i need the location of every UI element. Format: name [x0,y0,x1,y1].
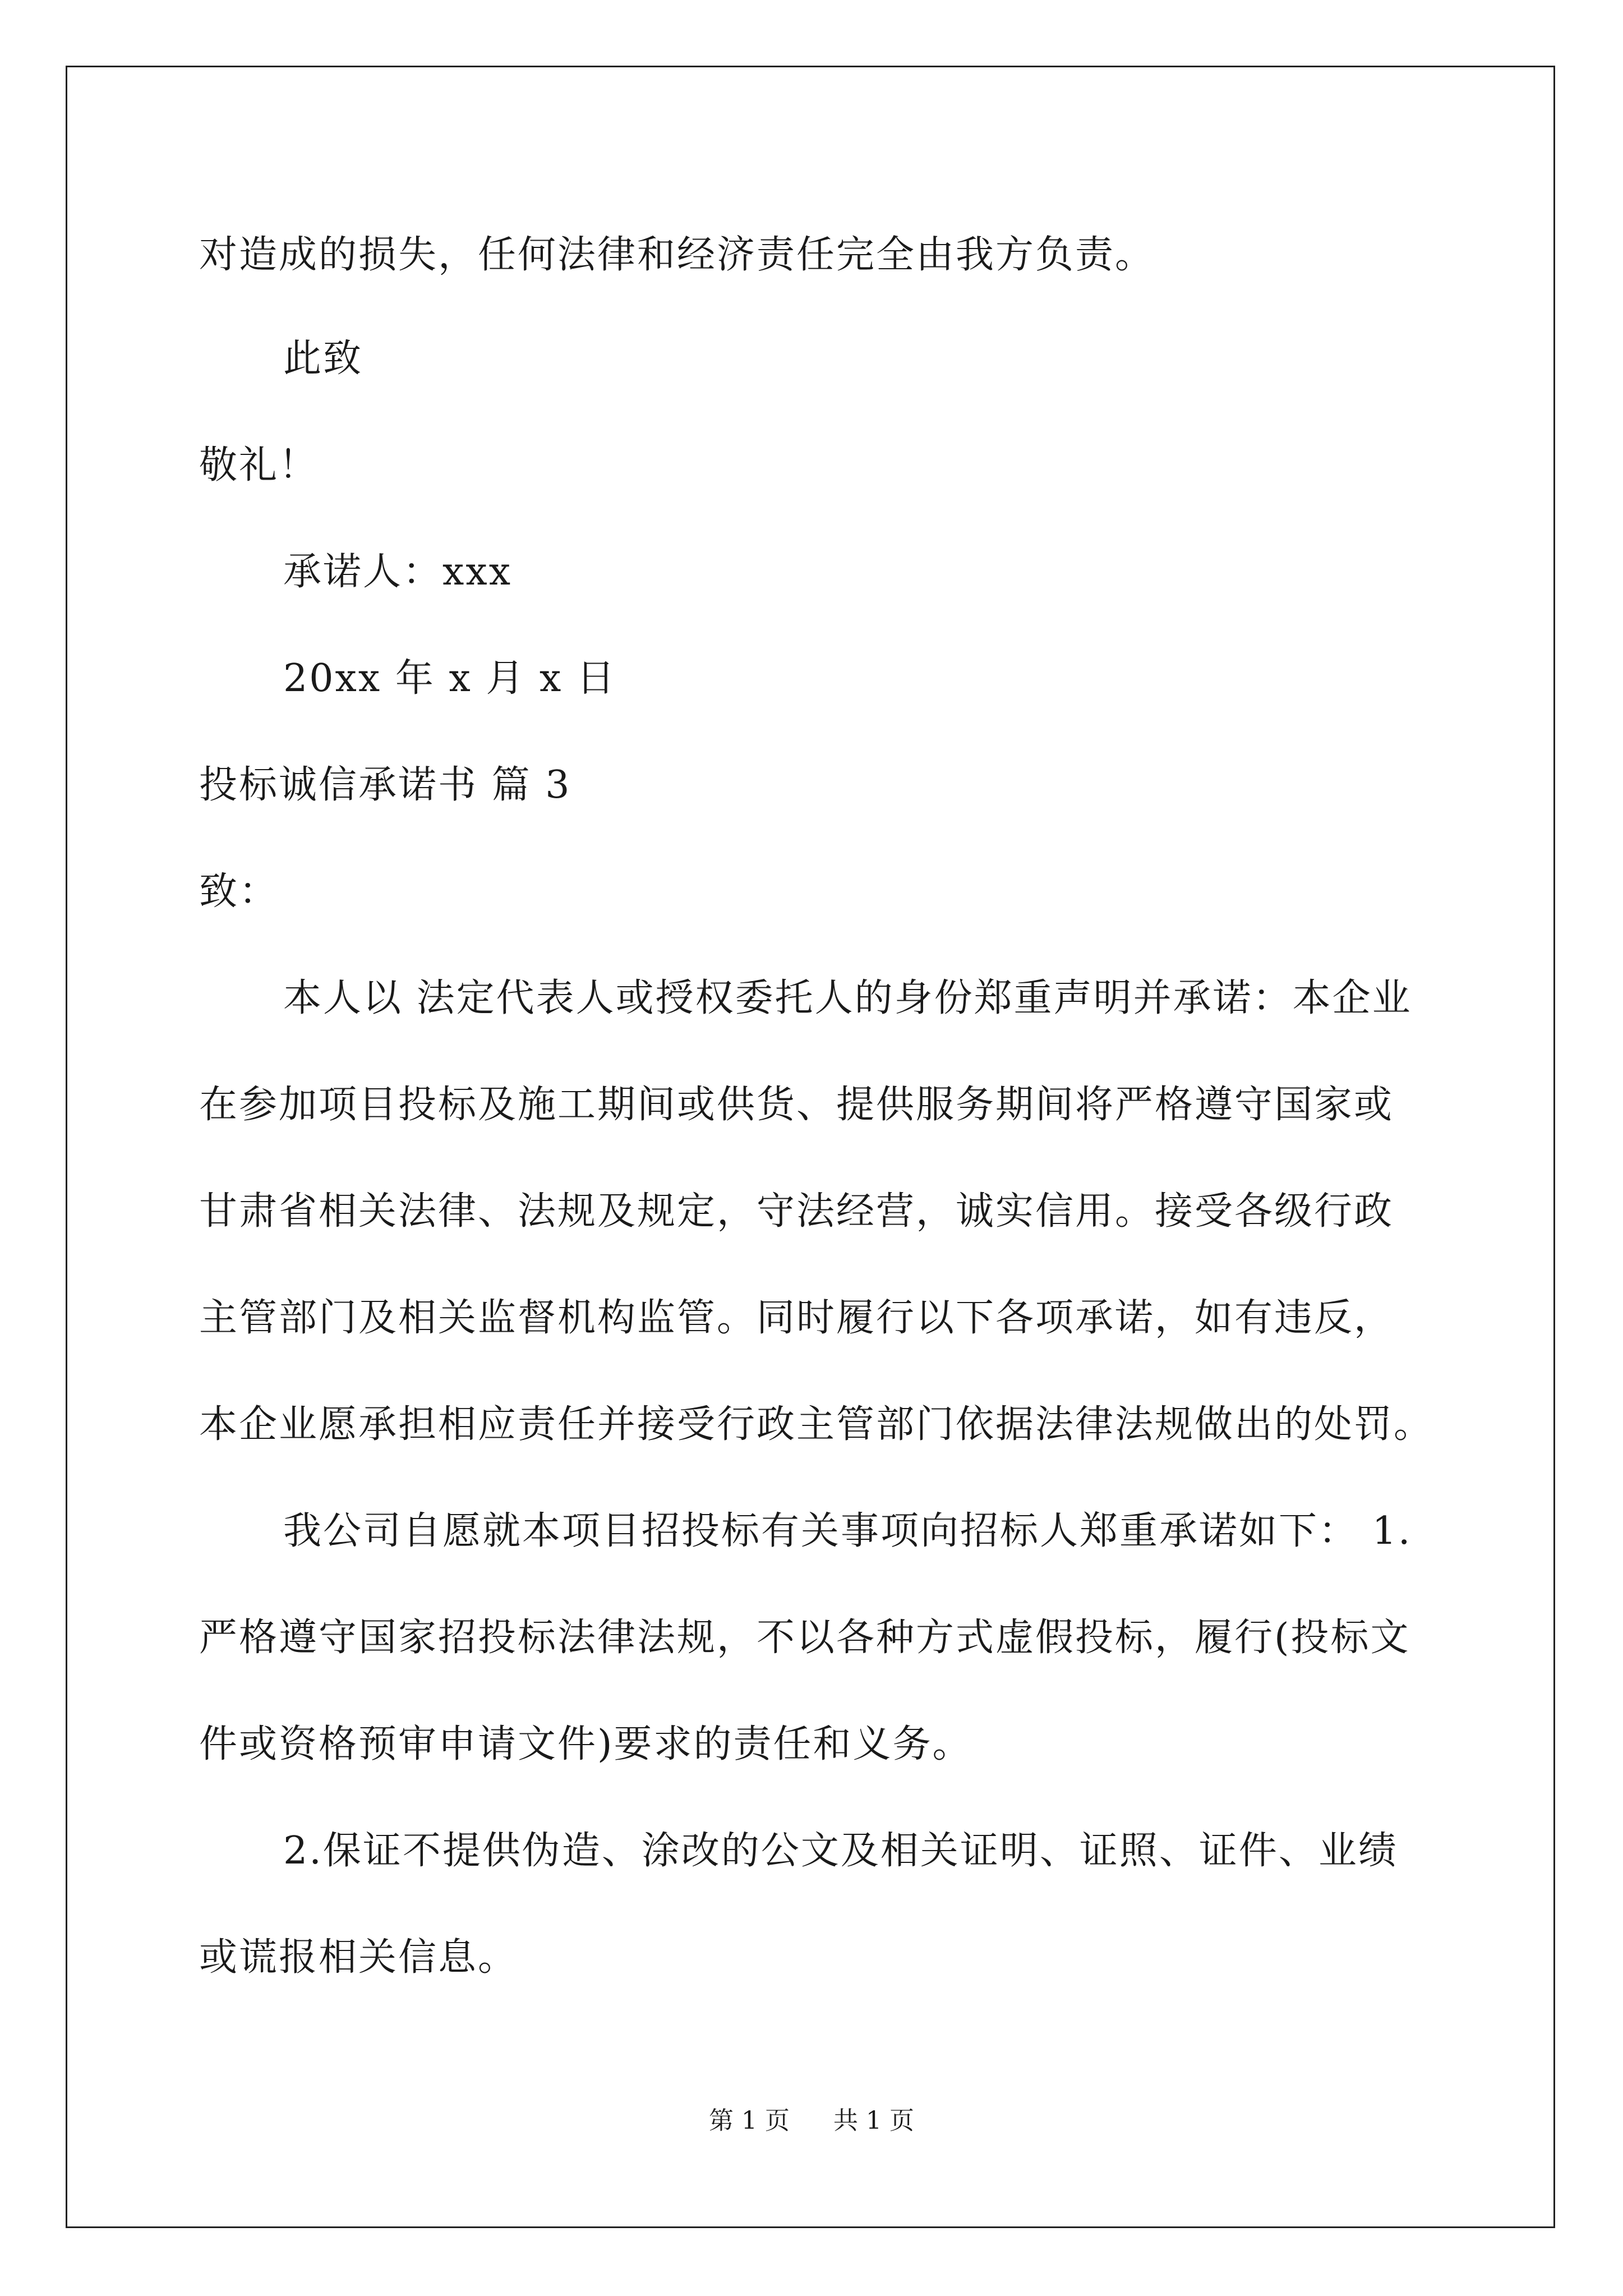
paragraph-line: 2.保证不提供伪造、涂改的公文及相关证明、证照、证件、业绩 [283,1829,1398,1873]
text-line-1: 对造成的损失，任何法律和经济责任完全由我方负责。 [199,233,1155,277]
paragraph-line: 严格遵守国家招投标法律法规，不以各种方式虚假投标，履行(投标文 [199,1616,1410,1660]
date-line: 20xx 年 x 月 x 日 [283,656,617,701]
signatory-line: 承诺人：xxx [283,550,513,594]
paragraph-line: 主管部门及相关监督机构监管。同时履行以下各项承诺，如有违反， [199,1296,1394,1340]
paragraph-line: 或谎报相关信息。 [199,1935,518,1980]
paragraph-line: 我公司自愿就本项目招投标有关事项向招标人郑重承诺如下： 1. [283,1509,1412,1553]
paragraph-line: 本人以 法定代表人或授权委托人的身份郑重声明并承诺：本企业 [283,976,1412,1020]
paragraph-line: 本企业愿承担相应责任并接受行政主管部门依据法律法规做出的处罚。 [199,1402,1434,1447]
page-border [66,66,1555,2228]
closing-line: 敬礼！ [199,443,319,487]
addressee-line: 致： [199,869,279,914]
paragraph-line: 在参加项目投标及施工期间或供货、提供服务期间将严格遵守国家或 [199,1083,1394,1127]
paragraph-line: 件或资格预审申请文件)要求的责任和义务。 [199,1722,972,1766]
page-footer [0,2107,1623,2135]
section-heading: 投标诚信承诺书 篇 3 [199,763,571,807]
salutation-line: 此致 [283,337,363,381]
page-number-current: 第 1 页 [709,2106,790,2135]
page-number-total: 共 1 页 [833,2106,914,2135]
paragraph-line: 甘肃省相关法律、法规及规定，守法经营，诚实信用。接受各级行政 [199,1189,1394,1234]
